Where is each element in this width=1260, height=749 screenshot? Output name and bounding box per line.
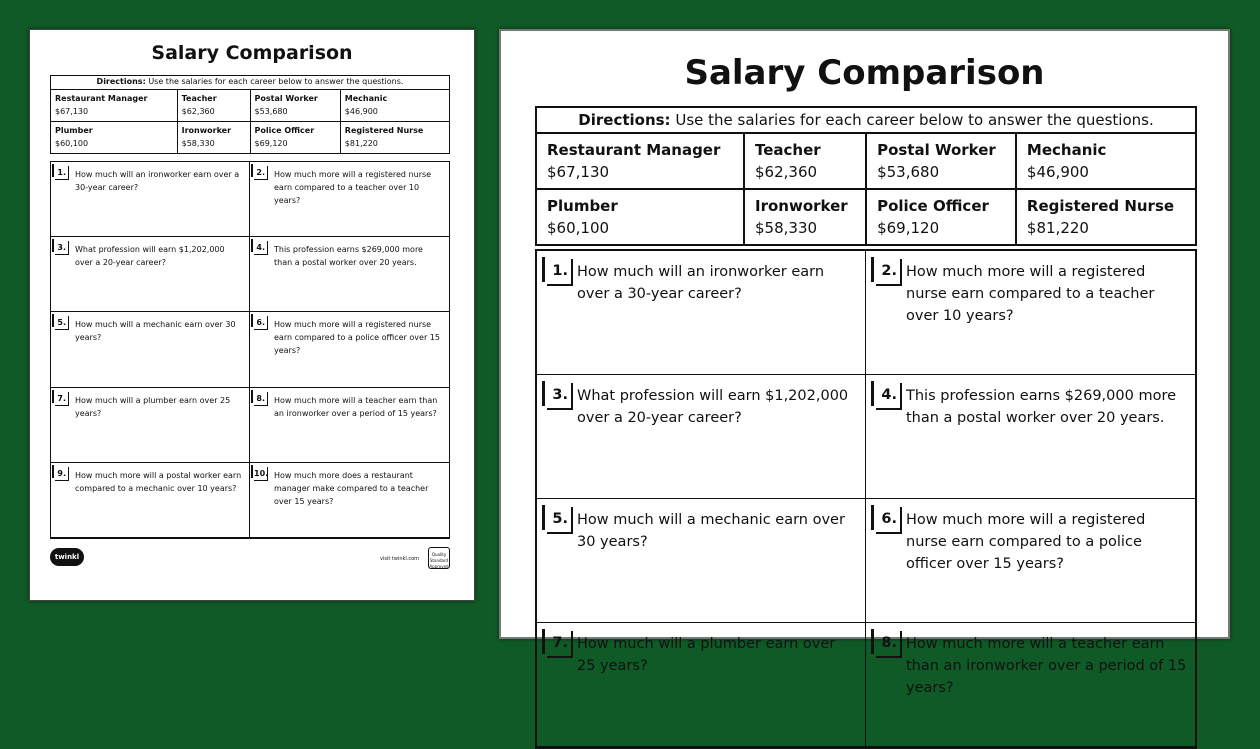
question-box: 9. How much more will a postal worker earn compared to a mechanic over 10 years?	[51, 463, 250, 538]
footer-url: visit twinkl.com	[380, 556, 420, 562]
quality-badge: Quality Standard Approved	[428, 547, 450, 569]
question-box: 10. How much more does a restaurant manager make compared to a teacher over 15 years?	[250, 463, 449, 538]
career-cell: Plumber $60,100	[51, 122, 178, 154]
question-box: 1. How much will an ironworker earn over a 30-year career?	[51, 162, 250, 237]
career-cell: Restaurant Manager $67,130	[536, 133, 744, 189]
career-cell: Mechanic $46,900	[1016, 133, 1196, 189]
question-box: 8. How much more will a teacher earn than an ironworker over a period of 15 years?	[866, 623, 1195, 747]
career-cell: Ironworker $58,330	[177, 122, 250, 154]
question-box: 8. How much more will a teacher earn than an ironworker over a period of 15 years?	[250, 388, 449, 463]
question-box: 3. What profession will earn $1,202,000 over a 20-year career?	[537, 375, 866, 499]
career-cell: Mechanic $46,900	[340, 90, 449, 122]
career-cell: Restaurant Manager $67,130	[51, 90, 178, 122]
worksheet-zoomed	[499, 29, 1230, 696]
career-cell: Registered Nurse $81,220	[340, 122, 449, 154]
directions: Directions: Use the salaries for each career below to answer the questions.	[536, 107, 1196, 133]
question-box: 4. This profession earns $269,000 more than a postal worker over 20 years.	[866, 375, 1195, 499]
career-cell: Registered Nurse $81,220	[1016, 189, 1196, 245]
question-box: 7. How much will a plumber earn over 25 years?	[537, 623, 866, 747]
question-box: 5. How much will a mechanic earn over 30 years?	[51, 312, 250, 387]
career-cell: Teacher $62,360	[177, 90, 250, 122]
questions-grid	[50, 161, 450, 539]
question-box: 4. This profession earns $269,000 more than a postal worker over 20 years.	[250, 237, 449, 312]
question-box: 6. How much more will a registered nurse earn compared to a police officer over 15 years?	[866, 499, 1195, 623]
career-cell: Ironworker $58,330	[744, 189, 866, 245]
question-box: 5. How much will a mechanic earn over 30 years?	[537, 499, 866, 623]
career-cell: Plumber $60,100	[536, 189, 744, 245]
questions-grid	[535, 249, 1197, 749]
salary-table	[535, 106, 1197, 246]
question-box: 6. How much more will a registered nurse earn compared to a police officer over 15 years?	[250, 312, 449, 387]
question-box: 7. How much will a plumber earn over 25 years?	[51, 388, 250, 463]
question-box: 2. How much more will a registered nurse earn compared to a teacher over 10 years?	[250, 162, 449, 237]
twinkl-logo: twinkl	[50, 548, 84, 566]
career-cell: Postal Worker $53,680	[250, 90, 340, 122]
question-box: 3. What profession will earn $1,202,000 over a 20-year career?	[51, 237, 250, 312]
career-cell: Police Officer $69,120	[866, 189, 1016, 245]
salary-table	[50, 75, 450, 154]
directions: Directions: Use the salaries for each career below to answer the questions.	[51, 76, 450, 90]
question-box: 2. How much more will a registered nurse earn compared to a teacher over 10 years?	[866, 251, 1195, 375]
page-title: Salary Comparison	[684, 53, 1045, 93]
page-title: Salary Comparison	[151, 42, 353, 64]
career-cell: Postal Worker $53,680	[866, 133, 1016, 189]
question-box: 1. How much will an ironworker earn over a 30-year career?	[537, 251, 866, 375]
worksheet-thumbnail	[29, 29, 475, 601]
career-cell: Teacher $62,360	[744, 133, 866, 189]
career-cell: Police Officer $69,120	[250, 122, 340, 154]
